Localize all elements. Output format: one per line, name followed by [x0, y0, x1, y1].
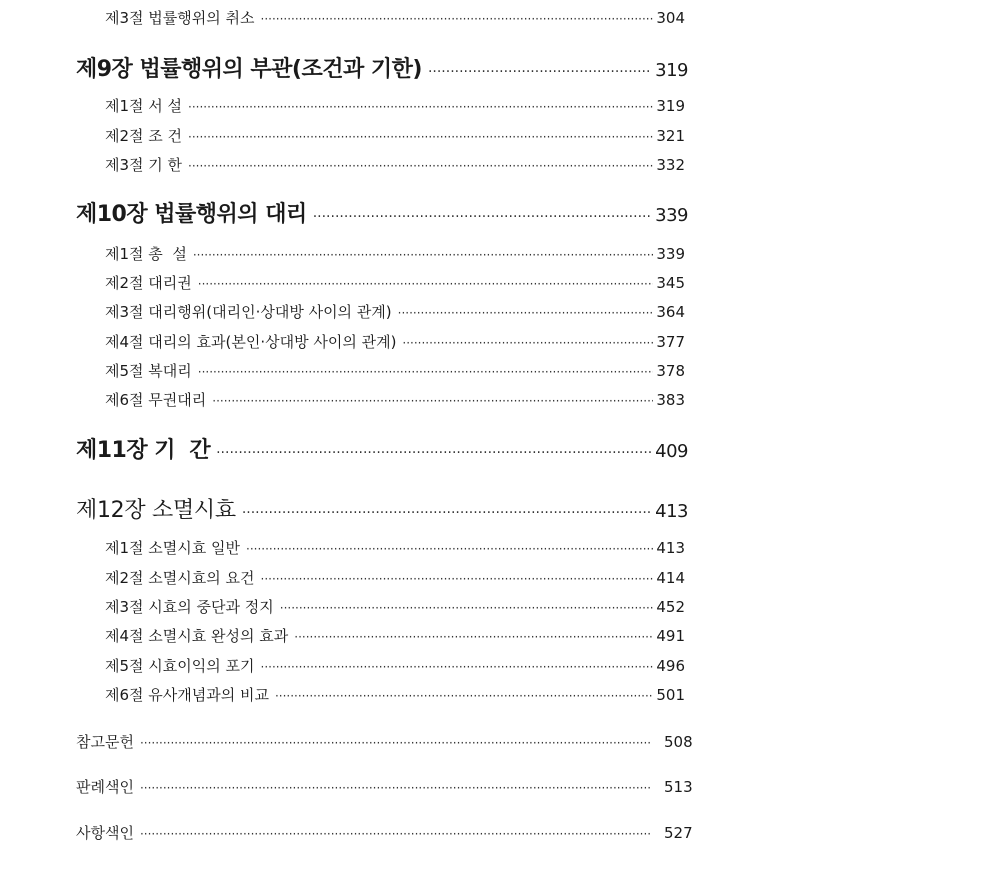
- toc-page-number: 304: [656, 9, 685, 27]
- dot-leader: [188, 126, 653, 148]
- toc-section-title: 제4절 대리의 효과(본인·상대방 사이의 관계): [105, 333, 397, 351]
- toc-section[interactable]: [105, 301, 685, 323]
- toc-chapter-title: 제10장 법률행위의 대리: [76, 202, 307, 227]
- toc-chapter[interactable]: [76, 199, 688, 231]
- toc-section-title: 제2절 대리권: [105, 274, 192, 292]
- toc-page-number: 345: [656, 274, 685, 292]
- dot-leader: [188, 155, 653, 177]
- toc-backmatter[interactable]: [76, 776, 692, 798]
- toc-page-number: 364: [656, 303, 685, 321]
- toc-chapter-title: 제9장 법률행위의 부관(조건과 기한): [76, 57, 422, 82]
- dot-leader: [275, 685, 653, 707]
- toc-page-number: 452: [656, 598, 685, 616]
- dot-leader: [198, 361, 653, 383]
- toc-page-number: 377: [656, 333, 685, 351]
- dot-leader: [398, 302, 653, 324]
- dot-leader: [140, 732, 650, 754]
- dot-leader: [140, 777, 650, 799]
- toc-section[interactable]: [105, 655, 685, 677]
- toc-page-number: 319: [655, 60, 688, 81]
- dot-leader: [261, 568, 654, 590]
- toc-page-number: 513: [664, 778, 693, 796]
- toc-page-number: 339: [656, 245, 685, 263]
- toc-page-number: 413: [656, 539, 685, 557]
- dot-leader: [140, 823, 650, 845]
- toc-page-number: 413: [655, 501, 688, 522]
- toc-section-title: 제5절 복대리: [105, 362, 192, 380]
- toc-page-number: 332: [656, 156, 685, 174]
- toc-page-number: 409: [655, 441, 688, 462]
- toc-page-number: 319: [656, 97, 685, 115]
- toc-section-title: 제1절 서 설: [105, 97, 183, 115]
- toc-section[interactable]: [105, 272, 685, 294]
- toc-section[interactable]: [105, 389, 685, 411]
- dot-leader: [216, 437, 652, 469]
- toc-section-title: 제2절 소멸시효의 요건: [105, 569, 255, 587]
- toc-section[interactable]: [105, 243, 685, 265]
- toc-section[interactable]: [105, 567, 685, 589]
- toc-section-title: 제2절 조 건: [105, 127, 183, 145]
- toc-backmatter-title: 사항색인: [76, 824, 134, 842]
- toc-section-title: 제6절 유사개념과의 비교: [105, 686, 269, 704]
- toc-chapter-title: 제11장 기 간: [76, 438, 211, 463]
- toc-section[interactable]: [105, 331, 685, 353]
- toc-section[interactable]: [105, 154, 685, 176]
- dot-leader: [246, 538, 653, 560]
- toc-backmatter[interactable]: [76, 822, 692, 844]
- toc-section-title: 제3절 법률행위의 취소: [105, 9, 255, 27]
- toc-section-title: 제1절 소멸시효 일반: [105, 539, 241, 557]
- dot-leader: [294, 626, 653, 648]
- toc-page-number: 501: [656, 686, 685, 704]
- toc-section-title: 제3절 대리행위(대리인·상대방 사이의 관계): [105, 303, 392, 321]
- toc-section[interactable]: [105, 537, 685, 559]
- toc-page-number: 378: [656, 362, 685, 380]
- toc-page-number: 414: [656, 569, 685, 587]
- toc-page-number: 491: [656, 627, 685, 645]
- toc-section-title: 제5절 시효이익의 포기: [105, 657, 255, 675]
- dot-leader: [261, 656, 654, 678]
- dot-leader: [212, 390, 653, 412]
- toc-chapter-title: 제12장 소멸시효: [76, 498, 236, 523]
- toc-chapter[interactable]: [76, 54, 688, 86]
- toc-section-title: 제3절 기 한: [105, 156, 183, 174]
- toc-backmatter-title: 참고문헌: [76, 733, 134, 751]
- dot-leader: [261, 8, 654, 30]
- toc-section[interactable]: [105, 360, 685, 382]
- dot-leader: [188, 96, 653, 118]
- dot-leader: [428, 56, 652, 88]
- toc-section-title: 제4절 소멸시효 완성의 효과: [105, 627, 289, 645]
- dot-leader: [242, 497, 652, 529]
- toc-section-title: 제1절 총 설: [105, 245, 187, 263]
- toc-backmatter-title: 판례색인: [76, 778, 134, 796]
- toc-section[interactable]: [105, 7, 685, 29]
- toc-chapter[interactable]: [76, 495, 688, 527]
- toc-page-number: 508: [664, 733, 693, 751]
- toc-page-number: 527: [664, 824, 693, 842]
- dot-leader: [198, 273, 653, 295]
- dot-leader: [313, 201, 652, 233]
- toc-page-number: 383: [656, 391, 685, 409]
- toc-section[interactable]: [105, 596, 685, 618]
- toc-page-number: 339: [655, 205, 688, 226]
- toc-section[interactable]: [105, 125, 685, 147]
- dot-leader: [280, 597, 653, 619]
- toc-chapter[interactable]: [76, 435, 688, 467]
- toc-section[interactable]: [105, 625, 685, 647]
- toc-section-title: 제6절 무권대리: [105, 391, 207, 409]
- toc-backmatter[interactable]: [76, 731, 692, 753]
- toc-section-title: 제3절 시효의 중단과 정지: [105, 598, 274, 616]
- toc-page-number: 321: [656, 127, 685, 145]
- dot-leader: [402, 332, 653, 354]
- dot-leader: [193, 244, 653, 266]
- toc-section[interactable]: [105, 95, 685, 117]
- toc-section[interactable]: [105, 684, 685, 706]
- toc-page-number: 496: [656, 657, 685, 675]
